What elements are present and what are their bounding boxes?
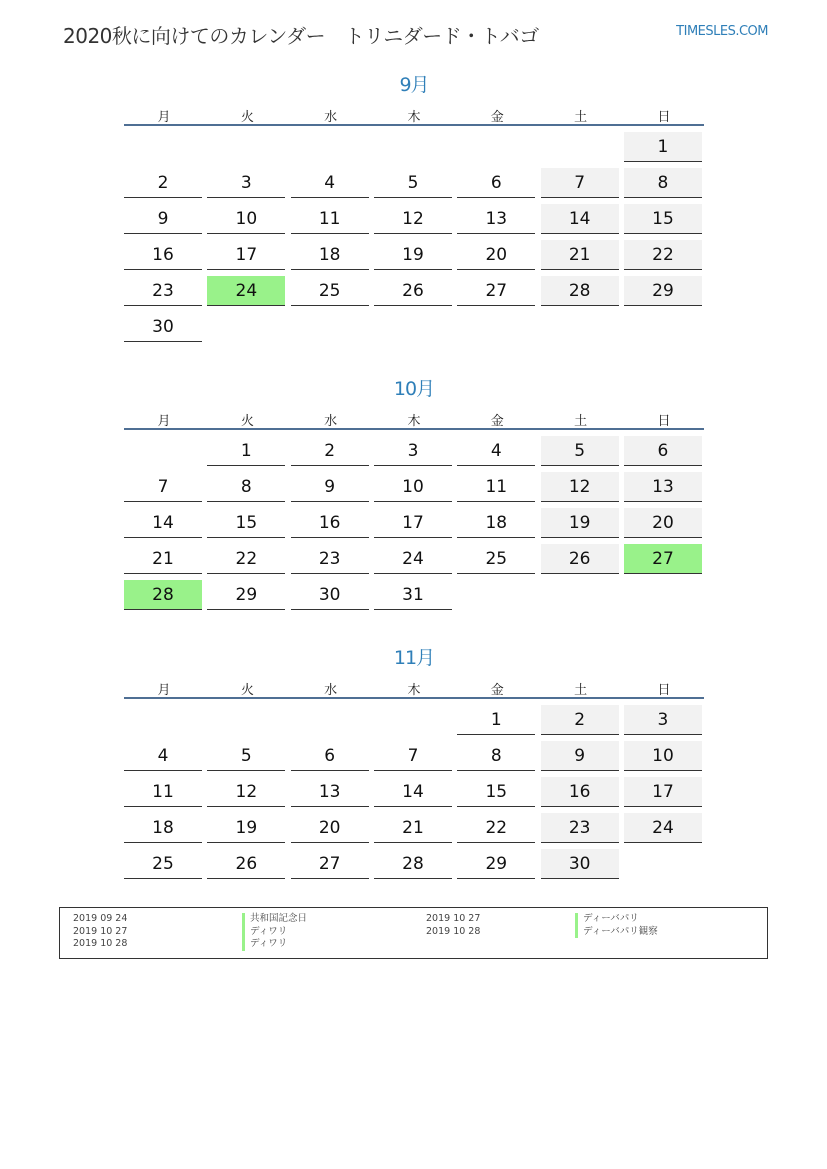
- legend-holiday-name: ディーバパリ: [575, 913, 658, 926]
- day-cell: 16: [124, 240, 202, 270]
- legend-date: 2019 10 28: [73, 938, 128, 949]
- weekday-label: 金: [490, 683, 504, 698]
- day-cell: 7: [124, 472, 202, 502]
- legend-date: 2019 09 24: [73, 913, 128, 924]
- weekday-label: 水: [324, 683, 338, 698]
- holiday-legend: [59, 907, 768, 959]
- day-cell: 7: [374, 741, 452, 771]
- day-cell: 2: [124, 168, 202, 198]
- day-cell: 6: [624, 436, 702, 466]
- day-cell: 29: [457, 849, 535, 879]
- day-cell: 31: [374, 580, 452, 610]
- day-cell: 20: [457, 240, 535, 270]
- weekday-label: 日: [657, 683, 671, 698]
- day-cell: 3: [624, 705, 702, 735]
- weekday-header: [124, 410, 704, 430]
- day-cell: 19: [207, 813, 285, 843]
- holiday-day-cell: 28: [124, 580, 202, 610]
- day-cell: 8: [207, 472, 285, 502]
- legend-holiday-name: ディワリ: [242, 926, 307, 939]
- day-cell: 18: [457, 508, 535, 538]
- day-cell: 29: [207, 580, 285, 610]
- day-cell: 21: [541, 240, 619, 270]
- day-cell: 19: [374, 240, 452, 270]
- day-cell: 12: [207, 777, 285, 807]
- day-cell: 20: [624, 508, 702, 538]
- weekday-label: 火: [240, 683, 254, 698]
- legend-date: 2019 10 27: [426, 913, 481, 924]
- holiday-day-cell: 24: [207, 276, 285, 306]
- weekday-header: [124, 106, 704, 126]
- weekday-label: 土: [574, 683, 588, 698]
- day-cell: 10: [624, 741, 702, 771]
- month-title: 9月: [399, 74, 429, 96]
- day-cell: 27: [457, 276, 535, 306]
- day-cell: 10: [207, 204, 285, 234]
- day-cell: 7: [541, 168, 619, 198]
- day-cell: 22: [457, 813, 535, 843]
- day-cell: 2: [291, 436, 369, 466]
- day-cell: 17: [624, 777, 702, 807]
- day-cell: 28: [374, 849, 452, 879]
- day-cell: 23: [541, 813, 619, 843]
- day-cell: 24: [374, 544, 452, 574]
- day-cell: 3: [207, 168, 285, 198]
- day-cell: 23: [291, 544, 369, 574]
- weekday-label: 月: [157, 110, 171, 125]
- weekday-header: [124, 679, 704, 699]
- weekday-label: 月: [157, 414, 171, 429]
- legend-date: 2019 10 27: [73, 925, 128, 937]
- day-cell: 4: [291, 168, 369, 198]
- weekday-label: 火: [240, 110, 254, 125]
- legend-date: 2019 10 28: [426, 925, 481, 937]
- day-cell: 19: [541, 508, 619, 538]
- day-cell: 14: [124, 508, 202, 538]
- day-cell: 26: [207, 849, 285, 879]
- day-cell: 6: [457, 168, 535, 198]
- day-cell: 23: [124, 276, 202, 306]
- day-cell: 17: [374, 508, 452, 538]
- day-cell: 30: [124, 312, 202, 342]
- day-cell: 11: [291, 204, 369, 234]
- legend-holiday-name: 共和国記念日: [242, 913, 307, 926]
- day-cell: 9: [291, 472, 369, 502]
- weekday-label: 日: [657, 414, 671, 429]
- weekday-label: 木: [407, 683, 421, 698]
- weekday-label: 水: [324, 110, 338, 125]
- day-cell: 30: [541, 849, 619, 879]
- day-cell: 9: [541, 741, 619, 771]
- day-cell: 10: [374, 472, 452, 502]
- day-cell: 1: [207, 436, 285, 466]
- day-cell: 6: [291, 741, 369, 771]
- day-cell: 24: [624, 813, 702, 843]
- day-cell: 22: [624, 240, 702, 270]
- day-cell: 22: [207, 544, 285, 574]
- day-cell: 15: [207, 508, 285, 538]
- page-title: 2020秋に向けてのカレンダー トリニダード・トバゴ: [63, 24, 539, 48]
- day-cell: 13: [624, 472, 702, 502]
- day-cell: 5: [374, 168, 452, 198]
- day-cell: 16: [291, 508, 369, 538]
- weekday-label: 木: [407, 414, 421, 429]
- legend-holiday-name: ディワリ: [242, 938, 307, 951]
- weekday-label: 土: [574, 110, 588, 125]
- day-cell: 4: [457, 436, 535, 466]
- month-title: 11月: [393, 647, 435, 669]
- day-cell: 16: [541, 777, 619, 807]
- day-cell: 28: [541, 276, 619, 306]
- weekday-label: 火: [240, 414, 254, 429]
- day-cell: 12: [541, 472, 619, 502]
- day-cell: 2: [541, 705, 619, 735]
- weekday-label: 水: [324, 414, 338, 429]
- weekday-label: 日: [657, 110, 671, 125]
- month-title: 10月: [393, 378, 435, 400]
- day-cell: 15: [457, 777, 535, 807]
- day-cell: 13: [291, 777, 369, 807]
- day-cell: 14: [374, 777, 452, 807]
- day-cell: 25: [457, 544, 535, 574]
- day-cell: 8: [624, 168, 702, 198]
- day-cell: 14: [541, 204, 619, 234]
- day-cell: 9: [124, 204, 202, 234]
- legend-names-col-2: [575, 913, 658, 938]
- day-cell: 13: [457, 204, 535, 234]
- day-cell: 8: [457, 741, 535, 771]
- day-cell: 18: [291, 240, 369, 270]
- weekday-label: 月: [157, 683, 171, 698]
- legend-names-col-1: [242, 913, 307, 951]
- day-cell: 30: [291, 580, 369, 610]
- day-cell: 26: [541, 544, 619, 574]
- day-cell: 12: [374, 204, 452, 234]
- day-cell: 25: [124, 849, 202, 879]
- day-cell: 11: [124, 777, 202, 807]
- day-cell: 25: [291, 276, 369, 306]
- legend-dates-col-2: [426, 913, 480, 938]
- day-cell: 15: [624, 204, 702, 234]
- day-cell: 21: [374, 813, 452, 843]
- day-cell: 1: [457, 705, 535, 735]
- day-cell: 5: [541, 436, 619, 466]
- day-cell: 3: [374, 436, 452, 466]
- weekday-label: 金: [490, 110, 504, 125]
- weekday-label: 木: [407, 110, 421, 125]
- weekday-label: 金: [490, 414, 504, 429]
- day-cell: 18: [124, 813, 202, 843]
- weekday-label: 土: [574, 414, 588, 429]
- day-cell: 27: [291, 849, 369, 879]
- day-cell: 29: [624, 276, 702, 306]
- day-cell: 5: [207, 741, 285, 771]
- day-cell: 17: [207, 240, 285, 270]
- legend-holiday-name: ディーバパリ観察: [575, 926, 658, 939]
- day-cell: 20: [291, 813, 369, 843]
- holiday-day-cell: 27: [624, 544, 702, 574]
- day-cell: 4: [124, 741, 202, 771]
- day-cell: 11: [457, 472, 535, 502]
- day-cell: 1: [624, 132, 702, 162]
- legend-dates-col-1: [73, 913, 127, 951]
- day-cell: 21: [124, 544, 202, 574]
- brand-logo[interactable]: TIMESLES.COM: [676, 24, 768, 39]
- day-cell: 26: [374, 276, 452, 306]
